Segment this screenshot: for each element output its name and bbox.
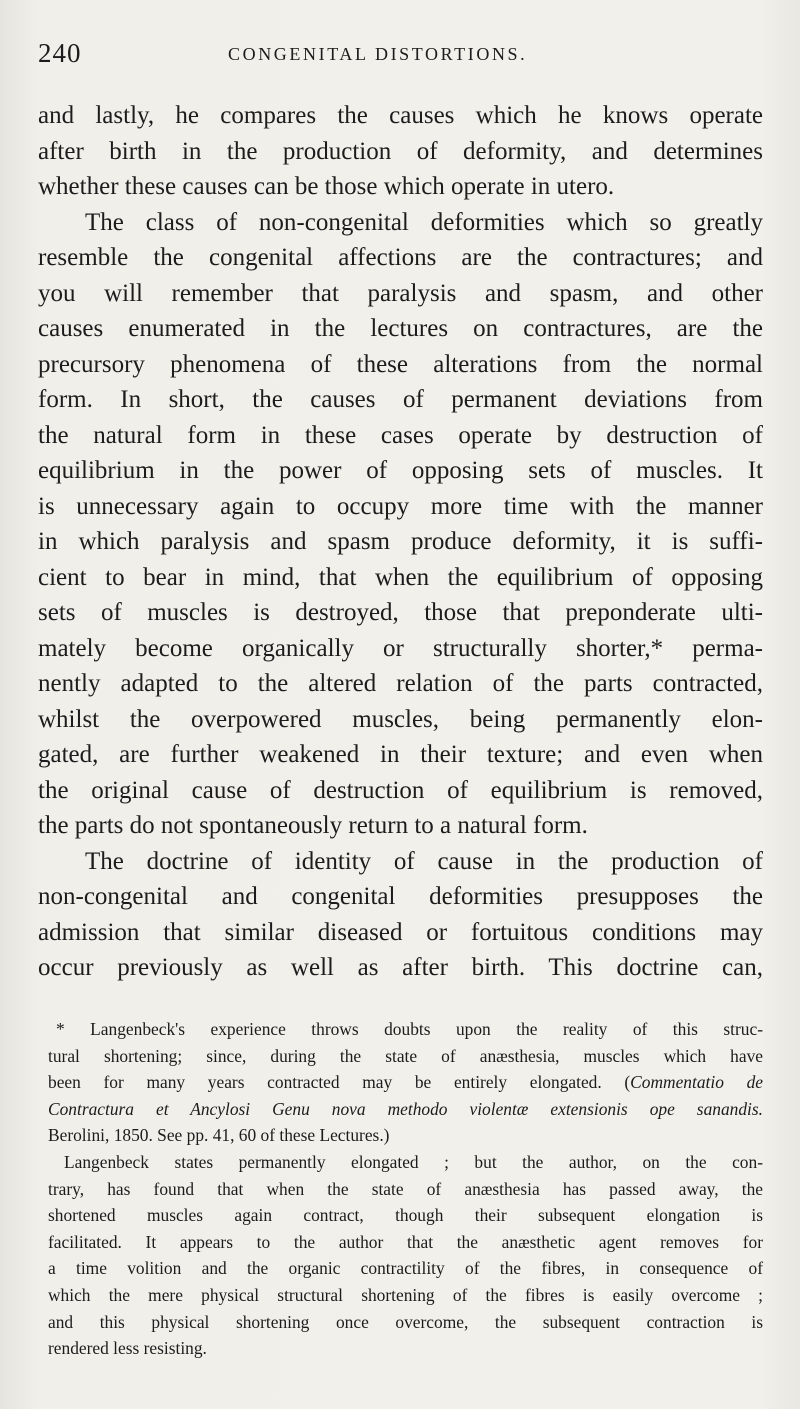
body-line: you will remember that paralysis and spasm, and other xyxy=(38,279,763,307)
body-line: and lastly, he compares the causes which he knows operate xyxy=(38,102,763,129)
footnote-line: Langenbeck states permanently elongated ; but the author, on the con- xyxy=(64,1151,763,1172)
footnote-line: which the mere physical structural shortening of the fibres is easily overcome ; xyxy=(48,1284,763,1305)
body-line: in which paralysis and spasm produce deformity, it is suffi- xyxy=(38,528,763,555)
footnote xyxy=(48,1016,763,1362)
footnote-line: * Langenbeck's experience throws doubts upon the reality of this struc- xyxy=(56,1019,763,1039)
body-line: the parts do not spontaneously return to a natural form. xyxy=(38,812,588,839)
body-line: gated, are further weakened in their texture; and even when xyxy=(38,741,763,768)
body-line: whilst the overpowered muscles, being permanently elon- xyxy=(38,705,763,733)
body-line: The class of non-congenital deformities which so greatly xyxy=(85,208,763,236)
body-line: precursory phenomena of these alterations from the normal xyxy=(38,350,763,378)
citation-title-line: Contractura et Ancylosi Genu nova methodo violentæ extensionis ope sanandis. xyxy=(48,1098,763,1119)
citation-title: Commentatio de xyxy=(630,1072,763,1093)
body-line: sets of muscles is destroyed, those that preponderate ulti- xyxy=(38,599,763,626)
footnote-line: Berolini, 1850. See pp. 41, 60 of these Lectures.) xyxy=(48,1125,390,1146)
body-line: cient to bear in mind, that when the equilibrium of opposing xyxy=(38,563,763,591)
body-line: causes enumerated in the lectures on contractures, are the xyxy=(38,315,763,342)
body-line: resemble the congenital affections are the contractures; and xyxy=(38,244,763,271)
body-line: after birth in the production of deformity, and determines xyxy=(38,137,763,165)
body-line: mately become organically or structurally shorter,* perma- xyxy=(38,634,763,662)
footnote-line: and this physical shortening once overcome, the subsequent contraction is xyxy=(48,1311,763,1332)
footnote-line: rendered less resisting. xyxy=(48,1338,207,1359)
footnote-line: shortened muscles again contract, though their subsequent elongation is xyxy=(48,1205,763,1226)
body-line: whether these causes can be those which operate in utero. xyxy=(38,173,615,200)
body-line: the natural form in these cases operate by destruction of xyxy=(38,421,763,449)
body-line: the original cause of destruction of equilibrium is removed, xyxy=(38,776,763,804)
body-line: admission that similar diseased or fortuitous conditions may xyxy=(38,918,763,946)
body-line: The doctrine of identity of cause in the production of xyxy=(85,847,763,875)
footnote-line: a time volition and the organic contractility of the fibres, in consequence of xyxy=(48,1258,763,1279)
footnote-line: tural shortening; since, during the state of anæsthesia, muscles which have xyxy=(48,1045,763,1066)
body-line: equilibrium in the power of opposing sets of muscles. It xyxy=(38,457,763,484)
page-header xyxy=(38,38,763,68)
body-text xyxy=(38,98,763,986)
body-line: nently adapted to the altered relation of the parts contracted, xyxy=(38,670,763,697)
footnote-line-text: been for many years contracted may be entirely elongated. ( xyxy=(48,1072,631,1093)
body-line: occur previously as well as after birth. This doctrine can, xyxy=(38,954,763,981)
body-line: form. In short, the causes of permanent deviations from xyxy=(38,386,763,413)
footnote-line xyxy=(48,1069,763,1096)
page-number: 240 xyxy=(38,38,82,68)
body-line: non-congenital and congenital deformities presupposes the xyxy=(38,883,763,910)
footnote-line: facilitated. It appears to the author that the anæsthetic agent removes for xyxy=(48,1231,763,1252)
running-head: CONGENITAL DISTORTIONS. xyxy=(228,44,528,64)
body-line: is unnecessary again to occupy more time with the manner xyxy=(38,492,763,520)
footnote-line: trary, has found that when the state of anæsthesia has passed away, the xyxy=(48,1178,763,1199)
